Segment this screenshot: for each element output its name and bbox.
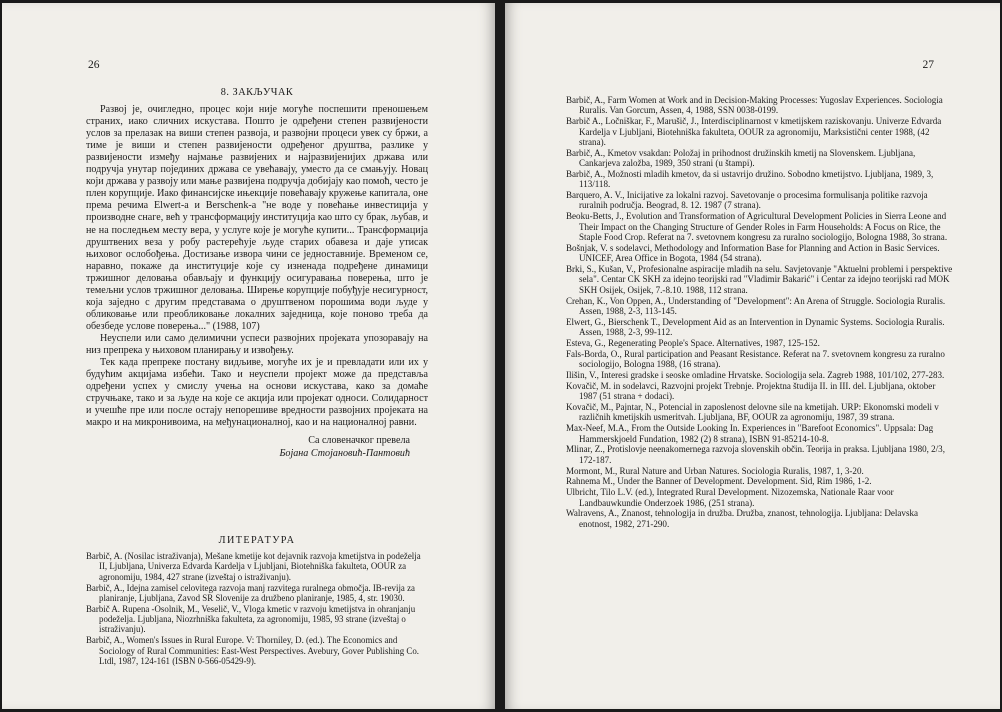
literature-title: ЛИТЕРАТУРА [218,535,296,546]
reference-item: Mlinar, Z., Protislovje neenakomernega razvoja slovenskih občin. Teorija in praksa. Ljubljana 1980, 2/3, 172-187. [566,444,945,465]
reference-item: Kovačič, M. in sodelavci, Razvojni projekt Trebnje. Projektna študija II. in III. del. Ljubljana, oktober 1987 (51 strana + dodaci). [566,380,936,402]
reference-item: Mormont, M., Rural Nature and Urban Natures. Sociologia Ruralis, 1987, 1, 3-20. [566,465,864,476]
page-number-left: 26 [88,59,100,71]
body-paragraph: Тек када препреке постану видљиве, могуће их је и превладати или их у будућим акцијама избећи. Тако и неуспели пројект може да представља одређени успех у смислу учења на основи искустава, како за домаће стручњаке, тако и за људе на које се акција или пројекат односи. Солидарност и учешће пре или после остају непорешиве вредности развојних пројеката на макро и на микронивоима, на међунационалној, као и на националној равни. [86,357,428,429]
reference-item: Esteva, G., Regenerating People's Space. Alternatives, 1987, 125-152. [566,337,820,348]
reference-item: Barbič, A., Idejna zamisel celovitega razvoja manj razvitega ruralnega območja. IB-revija za planiranje, Ljubljana, Zavod SR Slovenije za družbeno planiranje, 1985, 4, str. 19030. [86,582,415,603]
reference-item: Fals-Borda, O., Rural participation and Peasant Resistance. Referat na 7. svetovnem kongresu za ruralno sociologijo, Bologna 1988, (16 strana). [566,348,945,370]
body-paragraph: Развој је, очигледно, процес који није могуће поспешити преношењем страних, иако сличних искустава. Пошто је одређени степен развијености услов за прелазак на виши степен развоја, и развојни процеси увек су бржи, а тиме је виши и степен развијености одређеног друштва, разлике у развијености између најмање развијених и најразвијенијих држава или подручја унутар појединих држава се увећавају, уместо да се смањују. Новац који држава у развоју или мање развијена подручја добијају као помоћ, често је плен корупције. Иако финансијске ињекције повећавају кружење капитала, оне према речима Elwert-а и Berschenk-а "не воде у повећање инвестиција у производне снаге, већ у трансформацију институција као што су брак, љубав, и не на последњем месту вера, у услуге које је могуће купити... Трансформација друштвених веза у робу растерећује људе старих обавеза и даје утисак њиховог ослобођења. Достизање извора чини се једноставније. Временом се, наравно, покаже да институције које су изненада подређене динамици тржишног деловања обављају и функцију осигуравања поверења, што је темељни услов тржишног деловања. Ширење корупције побуђује несигурност, која заједно с другим представама о друштвеном порошима води људе у обликовање или преобликовање локалних заједница, које поново треба да обезбеде услове поверења..." (1988, 107) [86,104,429,332]
reference-item: Max-Neef, M.A., From the Outside Looking In. Experiences in "Barefoot Economics". Uppsala: Dag Hammerskjoeld Fundation, 1982 (2) 8 strana), ISBN 91-85214-10-8. [566,423,934,444]
reference-item: Walravens, A., Znanost, tehnologija in družba. Družba, znanost, tehnologija. Ljubljana: Delavska enotnost, 1982, 271-290. [566,508,919,529]
translator-name: Бојана Стојановић-Пантовић [279,447,410,459]
page-number-right: 27 [922,59,934,71]
body-paragraph: Неуспели или само делимични успеси развојних пројеката упозоравају на низ препрека у њиховом планирању и извођењу. [86,332,428,356]
reference-item: Ilišin, V., Interesi gradske i seoske omladine Hrvatske. Sociologija sela. Zagreb 1988, 101/102, 277-283. [566,369,945,380]
reference-list-right [566,95,953,530]
reference-item: Barquero, A. V., Inicijative za lokalni razvoj. Savetovanje o procesima formulisanja politike razvoja ruralnih područja. Beograd, 8. 12. 1987 (7 strana). [566,190,928,211]
translator-block [86,435,428,460]
reference-item: Kovačič, M., Pajntar, N., Potencial in zaposlenost delovne sile na kmetijah. URP: Ekonomski modeli v različnih kmetijskih usmeritvah. Ljubljana, BF, OOUR za agronomiju, 1987, 39 strana. [566,401,939,423]
reference-item: Barbič A., Ločniškar, F., Marušič, J., Interdisciplinarnost v kmetijskem raziskovanju. Univerze Edvarda Kardelja v Ljubljani, Biotehniška fakulteta, OOUR za agronomiju, Marksistični center 1988, (42 strana). [566,116,942,147]
reference-item: Brki, S., Kušan, V., Profesionalne aspiracije mladih na selu. Savjetovanje "Aktuelni problemi i perspektive sela". Centar CK SKH za idejno teorijski rad "Vladimir Bakarić" i Centar za idejno teorijski rad MOK SKH Osijek, Osijek, 7.-8.10. 1988, 112 strana. [566,264,953,295]
reference-item: Beoku-Betts, J., Evolution and Transformation of Agricultural Development Policies in Sierra Leone and Their Impact on the Changing Structure of Gender Roles in Farm Households: A Focus on Rice, the Staple Food Crop. Referat na 7. svetovnem kongresu za ruralno sociologijo, Bologna 1988, 3o strana. [566,211,948,242]
right-page [505,3,1000,709]
reference-item: Ulbricht, Tilo L.V. (ed.), Integrated Rural Development. Nizozemska, Nationale Raar voor Landbauwkundie Onderzoek 1986, (251 strana). [566,487,894,508]
translator-note: Са словеначког превела [308,435,410,447]
reference-item: Barbič, A., Women's Issues in Rural Europe. V: Thorniley, D. (ed.). The Economics and Sociology of Rural Communities: East-West Perspectives. Avebury, Gover Publishing Co. Ltdl, 1987, 124-161 (ISBN 0-566-05429-9). [86,635,419,666]
reference-item: Barbič, A., Kmetov vsakdan: Položaj in prihodnost družinskih kmetij na Slovenskem. Ljubljana, Cankarjeva založba, 1989, 350 strani (u štampi). [566,147,916,169]
reference-item: Barbič A. Rupena -Osolnik, M., Veselič, V., Vloga kmetic v razvoju kmetijstva in ohranjanju podeželja. Ljubljana, Niozrhniška fakulteta, za agronomiju, 1985, 93 strane (izveštaj o istraživanju). [86,603,416,635]
reference-item: Crehan, K., Von Oppen, A., Understanding of "Development": An Arena of Struggle. Sociologia Ruralis. Assen, 1988, 2-3, 113-145. [566,295,946,316]
reference-item: Bošnjak, V. s sodelavci, Methodology and Information Base for Planning and Action in Basic Services. UNICEF, Area Office in Bogota, 1984 (54 strana). [566,242,940,264]
reference-item: Elwert, G., Bierschenk T., Development Aid as an Intervention in Dynamic Systems. Sociologia Ruralis. Assen, 1988, 2-3, 99-112. [566,316,945,338]
reference-item: Barbič, A. (Nosilac istraživanja), Mešane kmetije kot dejavnik razvoja kmetijstva in podeželja II, Ljubljana, Univerza Edvarda Kardelja v Ljubljani, Biotehniška fakulteta, OOUR za agronomiju, 1984, 427 strane (izveštaj o istraživanju). [86,551,421,582]
reference-item: Barbič, A., Možnosti mladih kmetov, da si ustavrijo družino. Sobodno kmetijstvo. Ljubljana, 1989, 3, 113/118. [566,168,934,190]
reference-item: Barbič, A., Farm Women at Work and in Decision-Making Processes: Yugoslav Experiences. Sociologia Ruralis. Van Gorcum, Assen, 4, 1988, SSN 0038-0199. [566,95,943,116]
reference-item: Rahnema M., Under the Banner of Development. Development. Sid, Rim 1986, 1-2. [566,476,872,487]
section-title: 8. ЗАКЉУЧАК [220,87,294,98]
conclusion-section [86,87,428,460]
reference-list-left [86,551,428,667]
left-page [2,3,495,709]
